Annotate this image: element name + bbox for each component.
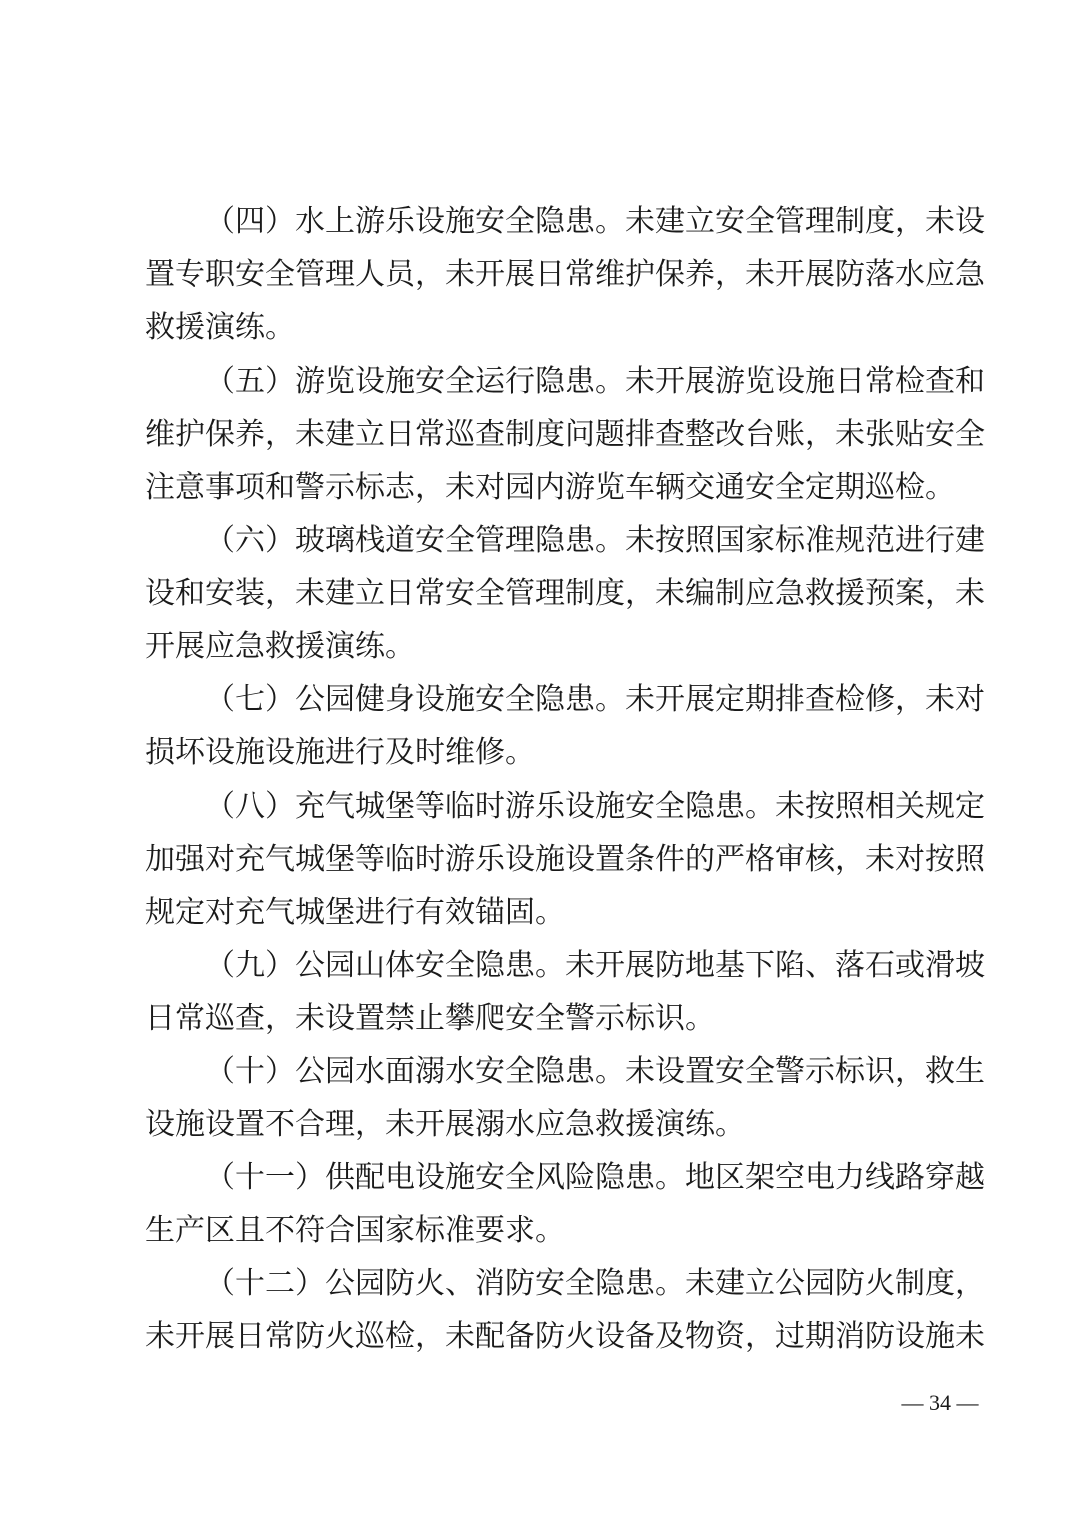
- paragraph-line: （五）游览设施安全运行隐患。未开展游览设施日常检查和: [205, 364, 985, 399]
- paragraph-line: 规定对充气城堡进行有效锚固。: [145, 895, 565, 930]
- paragraph-line: 注意事项和警示标志，未对园内游览车辆交通安全定期巡检。: [145, 470, 955, 505]
- paragraph-line: 损坏设施设施进行及时维修。: [145, 735, 535, 770]
- paragraph-line: （十二）公园防火、消防安全隐患。未建立公园防火制度，: [205, 1266, 985, 1301]
- paragraph-line: 设施设置不合理，未开展溺水应急救援演练。: [145, 1107, 745, 1142]
- paragraph-line: （十一）供配电设施安全风险隐患。地区架空电力线路穿越: [205, 1160, 985, 1195]
- paragraph-line: 置专职安全管理人员，未开展日常维护保养，未开展防落水应急: [145, 257, 985, 292]
- paragraph-line: （六）玻璃栈道安全管理隐患。未按照国家标准规范进行建: [205, 523, 985, 558]
- paragraph-line: 日常巡查，未设置禁止攀爬安全警示标识。: [145, 1001, 715, 1036]
- paragraph-line: （十）公园水面溺水安全隐患。未设置安全警示标识，救生: [205, 1054, 985, 1089]
- paragraph-line: 设和安装，未建立日常安全管理制度，未编制应急救援预案，未: [145, 576, 985, 611]
- paragraph-line: 未开展日常防火巡检，未配备防火设备及物资，过期消防设施未: [145, 1319, 985, 1354]
- paragraph-line: 生产区且不符合国家标准要求。: [145, 1213, 565, 1248]
- paragraph-line: （八）充气城堡等临时游乐设施安全隐患。未按照相关规定: [205, 789, 985, 824]
- paragraph-line: （四）水上游乐设施安全隐患。未建立安全管理制度，未设: [205, 204, 985, 239]
- paragraph-line: （九）公园山体安全隐患。未开展防地基下陷、落石或滑坡: [205, 948, 985, 983]
- paragraph-line: 开展应急救援演练。: [145, 629, 415, 664]
- page-number: — 34 —: [901, 1390, 979, 1415]
- paragraph-line: 救援演练。: [145, 310, 295, 345]
- paragraph-line: （七）公园健身设施安全隐患。未开展定期排查检修，未对: [205, 682, 985, 717]
- paragraph-line: 加强对充气城堡等临时游乐设施设置条件的严格审核，未对按照: [145, 842, 985, 877]
- paragraph-line: 维护保养，未建立日常巡查制度问题排查整改台账，未张贴安全: [145, 417, 985, 452]
